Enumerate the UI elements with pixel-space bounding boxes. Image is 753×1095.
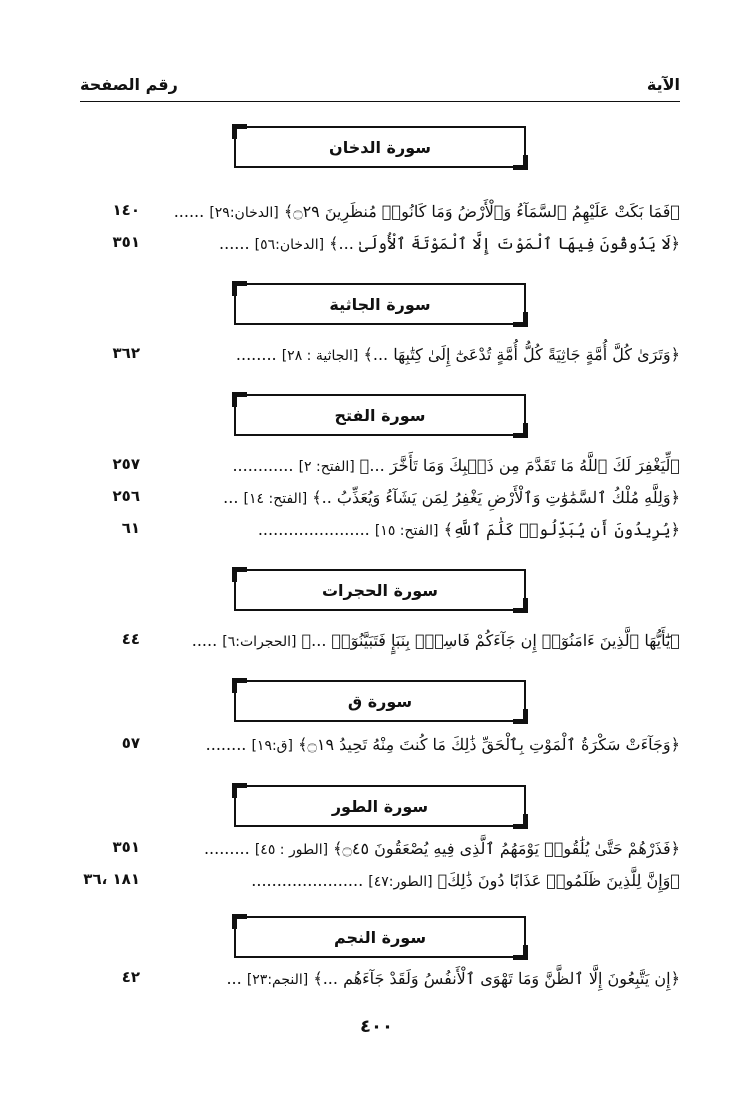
leader-dots: ........ (205, 735, 247, 754)
corner-ornament (513, 155, 528, 170)
surah-heading-box (234, 680, 526, 722)
corner-ornament (513, 312, 528, 327)
surah-heading-box (234, 916, 526, 958)
surah-title: سورة الدخان (329, 138, 431, 157)
leader-dots: ...... (173, 202, 205, 221)
index-entry (82, 516, 680, 544)
leader-dots: ... (226, 969, 242, 988)
leader-dots: ...................... (251, 871, 364, 890)
verse-text-line (192, 837, 680, 862)
verse-text-line (192, 733, 680, 758)
corner-ornament (513, 814, 528, 829)
verse-reference: [ق:١٩] (251, 738, 294, 754)
verse-reference: [الدخان:٢٩] (209, 205, 279, 221)
folio-number: ٤٠٠ (360, 1016, 393, 1037)
verse-text: ﴿يَٰٓأَيُّهَا ٱلَّذِينَ ءَامَنُوٓا۟ إِن جَآءَكُمْ فَاسِقٌۢ بِنَبَإٍ فَتَبَيَّنُوٓا۟ ...﴾ (301, 631, 680, 650)
corner-ornament (232, 124, 247, 139)
verse-reference: [الفتح: ١٤] (243, 491, 308, 507)
page-reference: ٤٢ (121, 968, 140, 986)
corner-ornament (513, 598, 528, 613)
corner-ornament (232, 281, 247, 296)
index-entry (82, 484, 680, 512)
index-entry (82, 230, 680, 258)
leader-dots: ... (223, 488, 239, 507)
surah-heading-box (234, 394, 526, 436)
surah-heading-box (234, 283, 526, 325)
verse-column-heading: الآية (646, 75, 680, 94)
corner-ornament (232, 914, 247, 929)
page-reference: ٣٥١ (112, 838, 140, 856)
corner-ornament (232, 392, 247, 407)
index-entry (82, 452, 680, 480)
verse-reference: [الجاثية : ٢٨] (281, 348, 359, 364)
corner-ornament (513, 423, 528, 438)
verse-text-line (192, 486, 680, 511)
column-header (80, 75, 680, 101)
verse-text: ﴿وَجَآءَتْ سَكْرَةُ ٱلْمَوْتِ بِٱلْحَقِّ ذَٰلِكَ مَا كُنتَ مِنْهُ تَحِيدُ ۝١٩﴾ (298, 735, 680, 754)
verse-text: ﴿إِن يَتَّبِعُونَ إِلَّا ٱلظَّنَّ وَمَا تَهْوَى ٱلْأَنفُسُ وَلَقَدْ جَآءَهُم ...﴾ (313, 969, 680, 988)
index-entry (82, 965, 680, 993)
leader-dots: ...................... (257, 520, 370, 539)
page-reference: ٣٥١ (112, 233, 140, 251)
index-entry (82, 341, 680, 369)
leader-dots: ......... (203, 839, 250, 858)
surah-heading-box (234, 126, 526, 168)
page-reference: ٤٤ (121, 630, 140, 648)
page-reference: ٢٥٧ (112, 455, 140, 473)
page-reference: ٦١ (121, 519, 140, 537)
page-reference: ٢٥٦ (112, 487, 140, 505)
verse-reference: [النجم:٢٣] (246, 972, 309, 988)
index-entry (82, 835, 680, 863)
corner-ornament (513, 945, 528, 960)
page-reference: ٣٦٢ (112, 344, 140, 362)
verse-text-line (192, 869, 680, 894)
surah-heading-box (234, 569, 526, 611)
header-rule (80, 101, 680, 102)
page-reference: ٥٧ (121, 734, 140, 752)
page-reference: ١٨١ ،٣٦ (83, 870, 140, 888)
verse-text-line (173, 200, 680, 225)
page-reference: ١٤٠ (112, 201, 140, 219)
verse-reference: [الفتح: ١٥] (374, 523, 439, 539)
verse-text: ﴿لَا يَذُوقُونَ فِيهَا ٱلْمَوْتَ إِلَّا ٱلْمَوْتَةَ ٱلْأُولَىٰ ...﴾ (329, 234, 680, 253)
verse-text: ﴿فَمَا بَكَتْ عَلَيْهِمُ ٱلسَّمَآءُ وَٱلْأَرْضُ وَمَا كَانُوا۟ مُنظَرِينَ ۝٢٩﴾ (283, 202, 680, 221)
corner-ornament (513, 709, 528, 724)
surah-title: سورة الطور (331, 797, 429, 816)
surah-title: سورة الجاثية (329, 295, 431, 314)
verse-text-line (192, 232, 680, 257)
surah-title: سورة الحجرات (321, 581, 439, 600)
verse-text: ﴿فَذَرْهُمْ حَتَّىٰ يُلَٰقُوا۟ يَوْمَهُمُ ٱلَّذِى فِيهِ يُصْعَقُونَ ۝٤٥﴾ (333, 839, 680, 858)
corner-ornament (232, 678, 247, 693)
verse-text-line (192, 518, 680, 543)
corner-ornament (232, 567, 247, 582)
leader-dots: ..... (191, 631, 218, 650)
index-entry (82, 731, 680, 759)
leader-dots: ...... (219, 234, 250, 253)
surah-title: سورة ق (347, 692, 413, 711)
surah-title: سورة النجم (333, 928, 427, 947)
page-number-column-heading: رقم الصفحة (80, 75, 178, 94)
verse-reference: [الحجرات:٦] (222, 634, 297, 650)
surah-title: سورة الفتح (334, 406, 426, 425)
corner-ornament (232, 783, 247, 798)
verse-reference: [الدخان:٥٦] (254, 237, 325, 253)
verse-text: ﴿وَلِلَّهِ مُلْكُ ٱلسَّمَٰوَٰتِ وَٱلْأَرْضِ يَغْفِرُ لِمَن يَشَآءُ وَيُعَذِّبُ ..﴾ (312, 488, 680, 507)
verse-text-line (192, 454, 680, 479)
index-entry (82, 627, 680, 655)
verse-reference: [الطور : ٤٥] (254, 842, 329, 858)
verse-text: ﴿لِّيَغْفِرَ لَكَ ٱللَّهُ مَا تَقَدَّمَ مِن ذَنۢبِكَ وَمَا تَأَخَّرَ ...﴾ (359, 456, 680, 475)
verse-text: ﴿يُرِيدُونَ أَن يُبَدِّلُوا۟ كَلَٰمَ ٱللَّهِ﴾ (443, 520, 680, 539)
verse-reference: [الطور:٤٧] (368, 874, 433, 890)
leader-dots: ............ (232, 456, 294, 475)
leader-dots: ........ (235, 345, 277, 364)
verse-reference: [الفتح: ٢] (298, 459, 355, 475)
verse-text-line (192, 967, 680, 992)
surah-heading-box (234, 785, 526, 827)
verse-text-line (192, 343, 680, 368)
verse-text-line (192, 629, 680, 654)
verse-text: ﴿وَإِنَّ لِلَّذِينَ ظَلَمُوا۟ عَذَابًا دُونَ ذَٰلِكَ﴾ (437, 871, 680, 890)
index-entry (82, 198, 680, 226)
index-entry (82, 867, 680, 895)
verse-text: ﴿وَتَرَىٰ كُلَّ أُمَّةٍ جَاثِيَةً كُلُّ أُمَّةٍ تُدْعَىٰٓ إِلَىٰ كِتَٰبِهَا ...﴾ (363, 345, 680, 364)
